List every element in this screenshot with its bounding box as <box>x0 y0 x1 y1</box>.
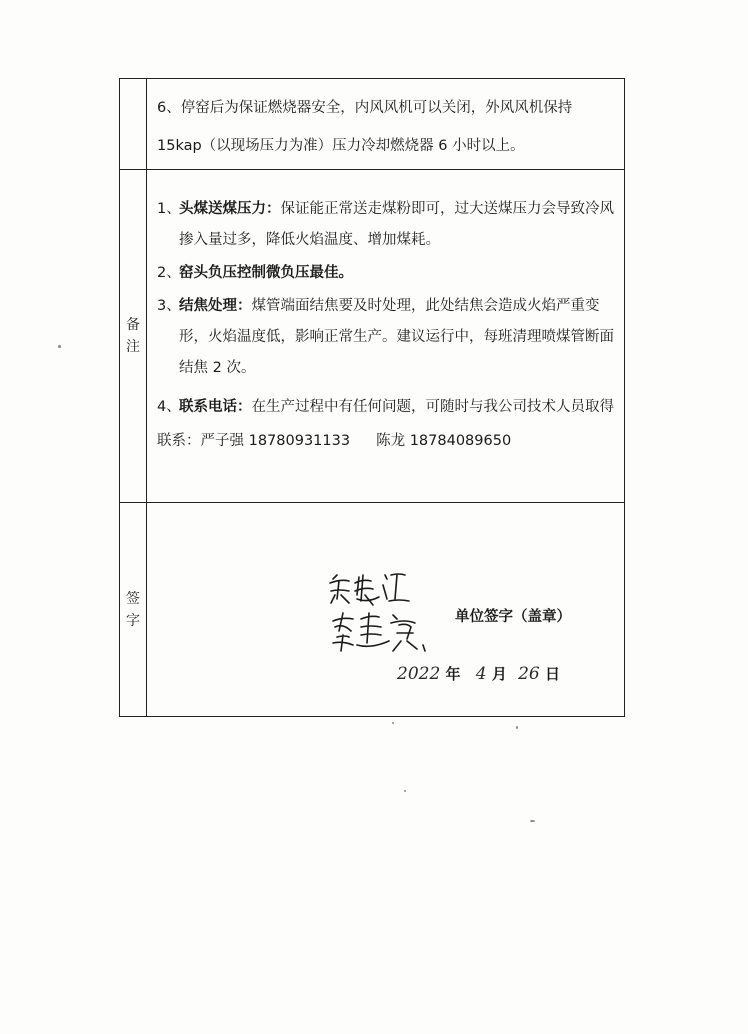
date-year-handwritten: 2022 <box>397 664 441 684</box>
contact-person-1: 联系：严子强 18780931133 <box>157 433 351 449</box>
empty-label-cell <box>120 79 147 170</box>
remark-item-2 <box>157 258 616 289</box>
signature-content <box>147 503 625 717</box>
scan-speck <box>404 790 406 792</box>
signature-label-char-2: 字 <box>126 612 140 629</box>
contact-line <box>157 425 616 457</box>
remark-number: 1、 <box>157 201 181 217</box>
remark-item-4 <box>157 392 616 423</box>
remark-text: 保证能正常送走煤粉即可，过大送煤压力会导致冷风掺入量过多，降低火焰温度、增加煤耗。 <box>179 201 614 248</box>
unit-signature-label: 单位签字（盖章） <box>455 609 571 625</box>
remark-number: 3、 <box>157 298 181 314</box>
row-step-6 <box>120 79 625 170</box>
remark-heading: 头煤送煤压力： <box>179 201 281 217</box>
scan-speck <box>58 345 61 348</box>
remarks-content <box>147 170 625 503</box>
remarks-form-table <box>119 78 625 717</box>
remark-text: 煤管端面结焦要及时处理，此处结焦会造成火焰严重变形，火焰温度低，影响正常生产。建议运行中，每班清理喷煤管断面结焦 2 次。 <box>179 298 614 376</box>
scan-speck <box>516 726 518 729</box>
scan-speck <box>530 820 535 822</box>
signature-label-char-1: 签 <box>126 590 140 607</box>
step-6-text: 6、停窑后为保证燃烧器安全，内风风机可以关闭，外风风机保持 15kap（以现场压力为准）压力冷却燃烧器 6 小时以上。 <box>157 100 573 154</box>
handwritten-signature-2 <box>327 609 437 655</box>
remarks-label-char-2: 注 <box>126 339 140 355</box>
remark-text: 在生产过程中有任何问题，可随时与我公司技术人员取得 <box>251 399 614 415</box>
handwritten-signature-1 <box>327 569 417 609</box>
remark-number: 2、 <box>157 265 181 281</box>
scan-speck <box>392 722 394 724</box>
date-month-unit: 月 <box>491 665 507 683</box>
signature-date <box>397 663 560 684</box>
step-6-cell <box>147 79 625 170</box>
remark-heading: 联系电话： <box>179 399 252 415</box>
remark-item-1 <box>157 194 616 256</box>
contact-person-2: 陈龙 18784089650 <box>376 433 512 449</box>
row-remarks <box>120 170 625 503</box>
remarks-label <box>120 170 147 503</box>
remark-heading: 结焦处理： <box>179 298 252 314</box>
date-day-handwritten: 26 <box>518 664 540 684</box>
remark-item-3 <box>157 291 616 384</box>
date-year-unit: 年 <box>445 665 461 683</box>
row-signature <box>120 503 625 717</box>
signature-label <box>120 503 147 717</box>
date-day-unit: 日 <box>544 665 560 683</box>
remark-number: 4、 <box>157 399 181 415</box>
remarks-label-char-1: 备 <box>126 317 140 333</box>
date-month-handwritten: 4 <box>475 664 487 684</box>
remark-heading: 窑头负压控制微负压最佳。 <box>179 265 353 281</box>
